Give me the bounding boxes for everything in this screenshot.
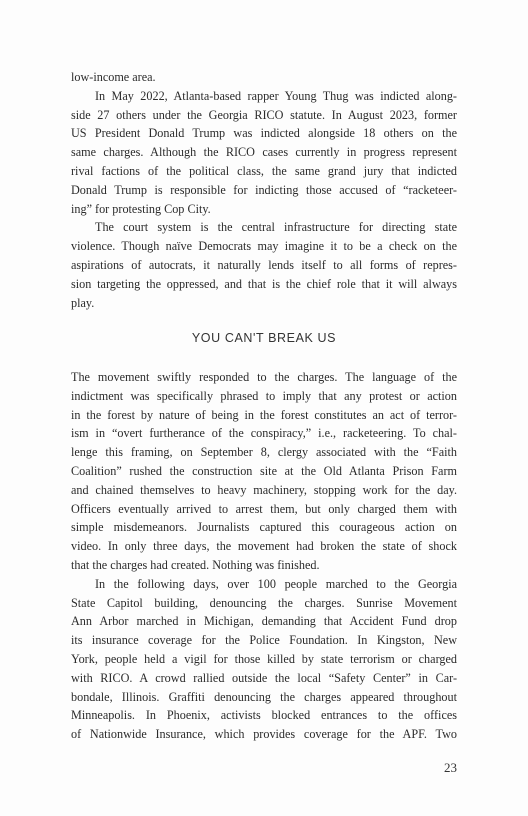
body-text-section-1 [71,68,457,312]
text-line: Donald Trump is responsible for indicting those accused of “racketeer- [71,182,457,197]
text-line: Minneapolis. In Phoenix, activists blocked entrances to the offices [71,708,457,723]
text-line: US President Donald Trump was indicted alongside 18 others on the [71,126,457,141]
text-line: In May 2022, Atlanta-based rapper Young Thug was indicted along- [95,88,457,103]
text-line: The movement swiftly responded to the charges. The language of the [71,370,457,384]
text-line: of Nationwide Insurance, which provides coverage for the APF. Two [71,727,457,742]
text-line: lenge this framing, on September 8, clergy associated with the “Faith [71,445,457,460]
text-line: and chained themselves to heavy machinery, stopping work for the day. [71,482,457,497]
text-line: ism in “overt furtherance of the conspiracy,” i.e., racketeering. To chal- [71,426,457,441]
text-line: same charges. Although the RICO cases currently in progress represent [71,145,457,160]
text-line: bondale, Illinois. Graffiti denouncing the charges appeared throughout [71,689,457,704]
text-line: simple misdemeanors. Journalists captured this courageous action on [71,520,457,535]
text-line: Coalition” rushed the construction site at the Old Atlanta Prison Farm [71,463,457,478]
body-text-section-2 [71,368,457,744]
text-line: its insurance coverage for the Police Foundation. In Kingston, New [71,633,457,648]
text-line: indictment was specifically phrased to imply that any protest or action [71,388,457,403]
text-line: that the charges had created. Nothing was finished. [71,557,320,572]
text-line: side 27 others under the Georgia RICO statute. In August 2023, former [71,107,457,122]
page-number: 23 [444,760,457,775]
section-heading: YOU CAN'T BREAK US [191,331,337,345]
text-line: ing” for protesting Cop City. [71,201,211,216]
text-line: low-income area. [71,70,156,84]
text-line: aspirations of autocrats, it naturally lends itself to all forms of repres- [71,257,457,272]
text-line: State Capitol building, denouncing the charges. Sunrise Movement [71,595,457,610]
text-line: Officers eventually arrived to arrest them, but only charged them with [71,501,457,516]
text-line: Ann Arbor marched in Michigan, demanding that Accident Fund drop [71,614,457,629]
text-line: In the following days, over 100 people marched to the Georgia [95,576,457,591]
text-line: York, people held a vigil for those killed by state terrorism or charged [71,651,457,666]
text-line: in the forest by nature of being in the forest constitutes an act of terror- [71,407,457,422]
text-line: sion targeting the oppressed, and that is the chief role that it will always [71,276,457,291]
text-line: with RICO. A crowd rallied outside the local “Safety Center” in Car- [71,670,457,685]
text-line: rival factions of the political class, the same grand jury that indicted [71,163,457,178]
text-line: video. In only three days, the movement had broken the state of shock [71,539,457,554]
text-line: The court system is the central infrastructure for directing state [95,220,457,235]
text-line: play. [71,295,95,310]
text-line: violence. Though naïve Democrats may imagine it to be a check on the [71,239,457,254]
